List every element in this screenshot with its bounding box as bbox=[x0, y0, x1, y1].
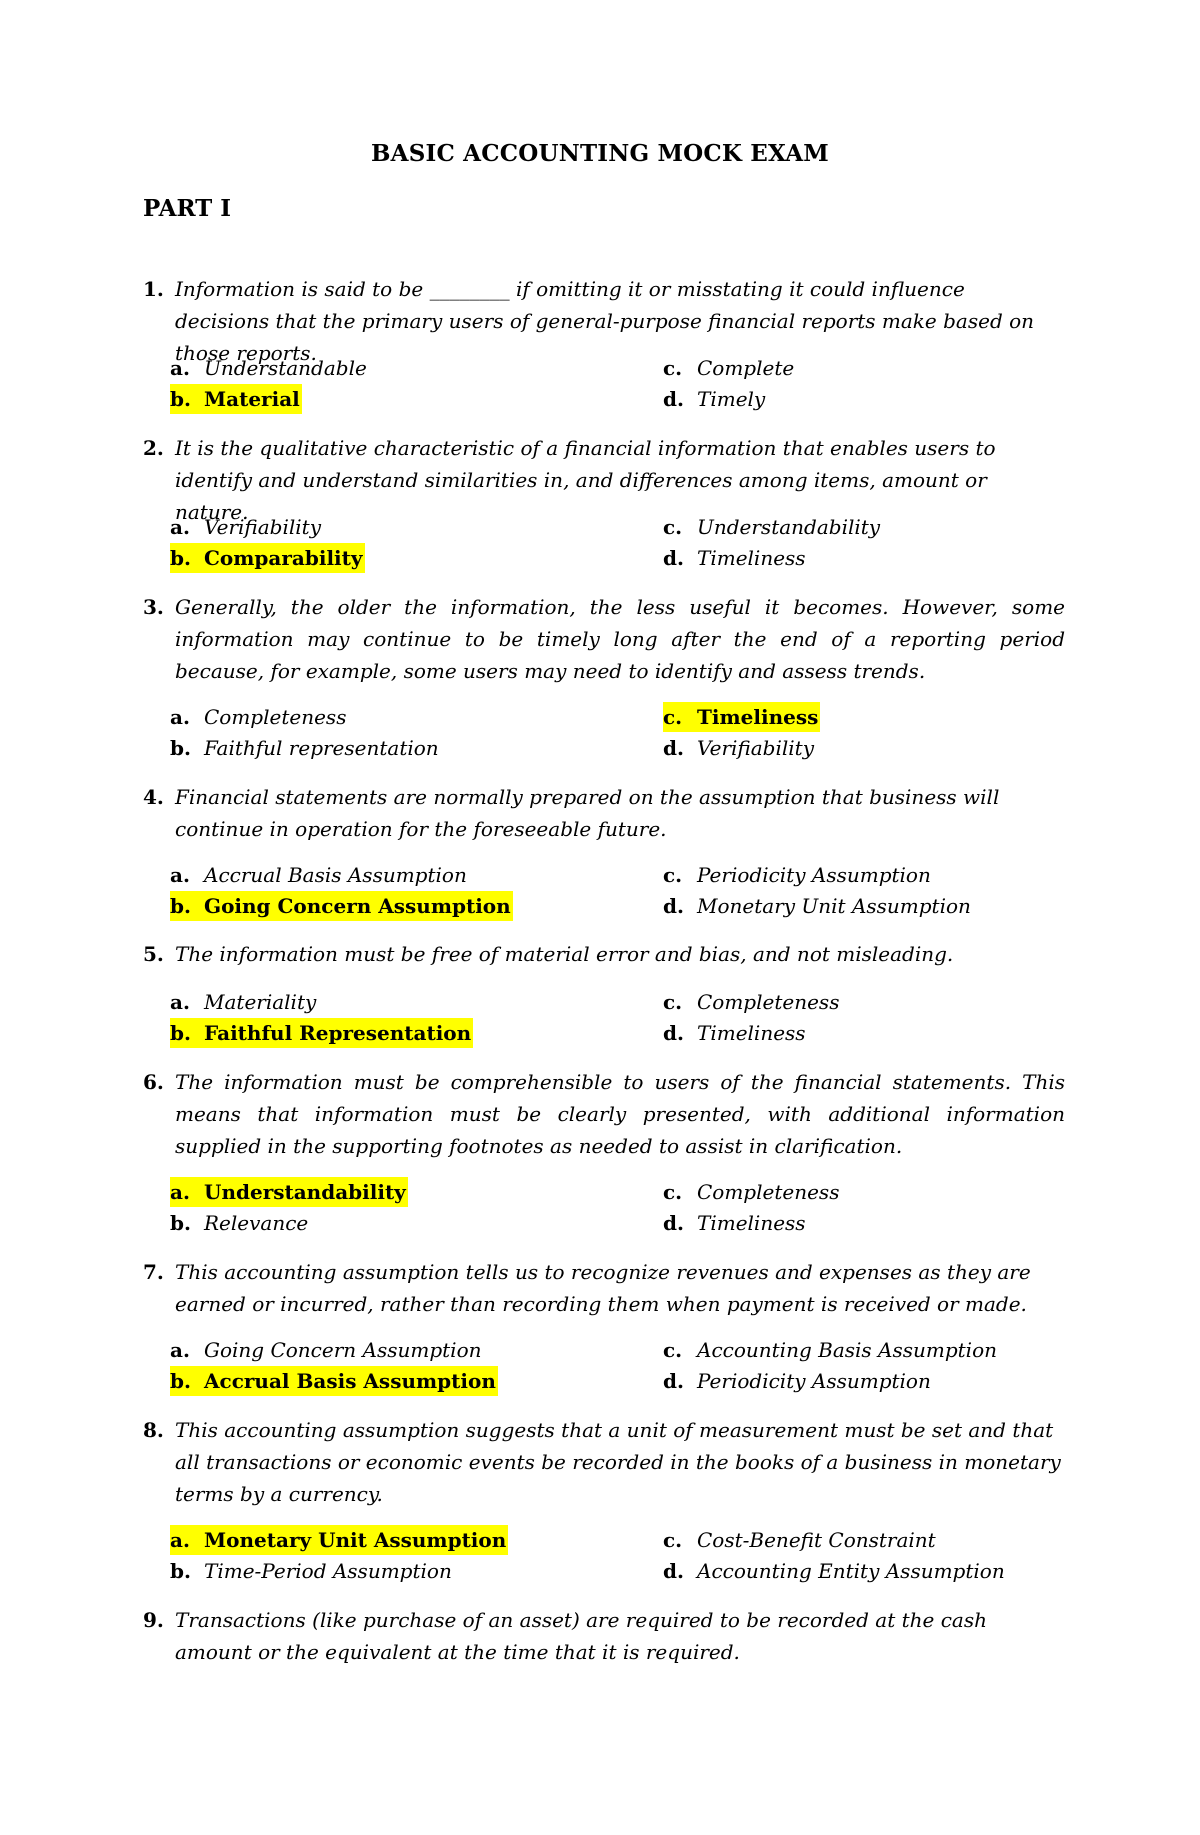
option-b[interactable]: b. Time-Period Assumption bbox=[170, 1559, 452, 1583]
question-text: Generally, the older the information, the less useful it becomes. However, some information may continue to be timely long after the end of a reporting period because, for example, some users may need to identify and assess trends. bbox=[175, 595, 1065, 683]
option-c[interactable]: c. Accounting Basis Assumption bbox=[663, 1338, 997, 1362]
option-a[interactable]: a. Understandable bbox=[170, 356, 367, 380]
option-a[interactable]: a. Completeness bbox=[170, 705, 347, 729]
question-text: This accounting assumption suggests that a unit of measurement must be set and that all transactions or economic events be recorded in the books of a business in monetary terms by a currency. bbox=[175, 1418, 1061, 1506]
question-number: 8. bbox=[143, 1418, 164, 1442]
option-c-correct[interactable]: c. Timeliness bbox=[663, 702, 820, 732]
question-text: Transactions (like purchase of an asset) are required to be recorded at the cash amount or the equivalent at the time that it is required. bbox=[175, 1608, 987, 1664]
question-text: Financial statements are normally prepared on the assumption that business will continue in operation for the foreseeable future. bbox=[175, 785, 1000, 841]
question-number: 7. bbox=[143, 1260, 164, 1284]
option-a-correct[interactable]: a. Monetary Unit Assumption bbox=[170, 1525, 508, 1555]
part-heading: PART I bbox=[143, 195, 232, 222]
option-b-correct[interactable]: b. Accrual Basis Assumption bbox=[170, 1366, 498, 1396]
option-b[interactable]: b. Faithful representation bbox=[170, 736, 439, 760]
option-a[interactable]: a. Materiality bbox=[170, 990, 317, 1014]
question-number: 9. bbox=[143, 1608, 164, 1632]
option-c[interactable]: c. Complete bbox=[663, 356, 795, 380]
option-c[interactable]: c. Periodicity Assumption bbox=[663, 863, 931, 887]
option-b-correct[interactable]: b. Comparability bbox=[170, 543, 365, 573]
option-a[interactable]: a. Accrual Basis Assumption bbox=[170, 863, 467, 887]
question-number: 5. bbox=[143, 942, 164, 966]
option-d[interactable]: d. Timeliness bbox=[663, 1021, 806, 1045]
option-c[interactable]: c. Cost-Benefit Constraint bbox=[663, 1528, 936, 1552]
question-number: 2. bbox=[143, 436, 164, 460]
option-b[interactable]: b. Relevance bbox=[170, 1211, 309, 1235]
question-text: It is the qualitative characteristic of a financial information that enables users to identify and understand similarities in, and differences among items, amount or nature. bbox=[175, 436, 996, 524]
question-number: 3. bbox=[143, 595, 164, 619]
option-a[interactable]: a. Going Concern Assumption bbox=[170, 1338, 482, 1362]
option-c[interactable]: c. Completeness bbox=[663, 990, 840, 1014]
option-a[interactable]: a. Verifiability bbox=[170, 515, 321, 539]
exam-title: BASIC ACCOUNTING MOCK EXAM bbox=[371, 140, 829, 167]
question-text: The information must be comprehensible to users of the financial statements. This means that information must be clearly presented, with additional information supplied in the supporting footnotes as needed to assist in clarification. bbox=[175, 1070, 1065, 1158]
option-c[interactable]: c. Completeness bbox=[663, 1180, 840, 1204]
question-number: 6. bbox=[143, 1070, 164, 1094]
question-text: The information must be free of material error and bias, and not misleading. bbox=[175, 942, 954, 966]
question-number: 4. bbox=[143, 785, 164, 809]
option-c[interactable]: c. Understandability bbox=[663, 515, 881, 539]
option-d[interactable]: d. Periodicity Assumption bbox=[663, 1369, 931, 1393]
option-d[interactable]: d. Monetary Unit Assumption bbox=[663, 894, 971, 918]
question-text: Information is said to be ________ if omitting it or misstating it could influence decisions that the primary users of general-purpose financial reports make based on those reports. bbox=[175, 277, 1035, 365]
option-b-correct[interactable]: b. Going Concern Assumption bbox=[170, 891, 513, 921]
question-number: 1. bbox=[143, 277, 164, 301]
option-d[interactable]: d. Verifiability bbox=[663, 736, 814, 760]
question-text: This accounting assumption tells us to recognize revenues and expenses as they are earned or incurred, rather than recording them when payment is received or made. bbox=[175, 1260, 1031, 1316]
option-d[interactable]: d. Timely bbox=[663, 387, 766, 411]
option-b-correct[interactable]: b. Material bbox=[170, 384, 302, 414]
option-d[interactable]: d. Accounting Entity Assumption bbox=[663, 1559, 1005, 1583]
option-a-correct[interactable]: a. Understandability bbox=[170, 1177, 408, 1207]
option-d[interactable]: d. Timeliness bbox=[663, 546, 806, 570]
option-d[interactable]: d. Timeliness bbox=[663, 1211, 806, 1235]
option-b-correct[interactable]: b. Faithful Representation bbox=[170, 1018, 473, 1048]
